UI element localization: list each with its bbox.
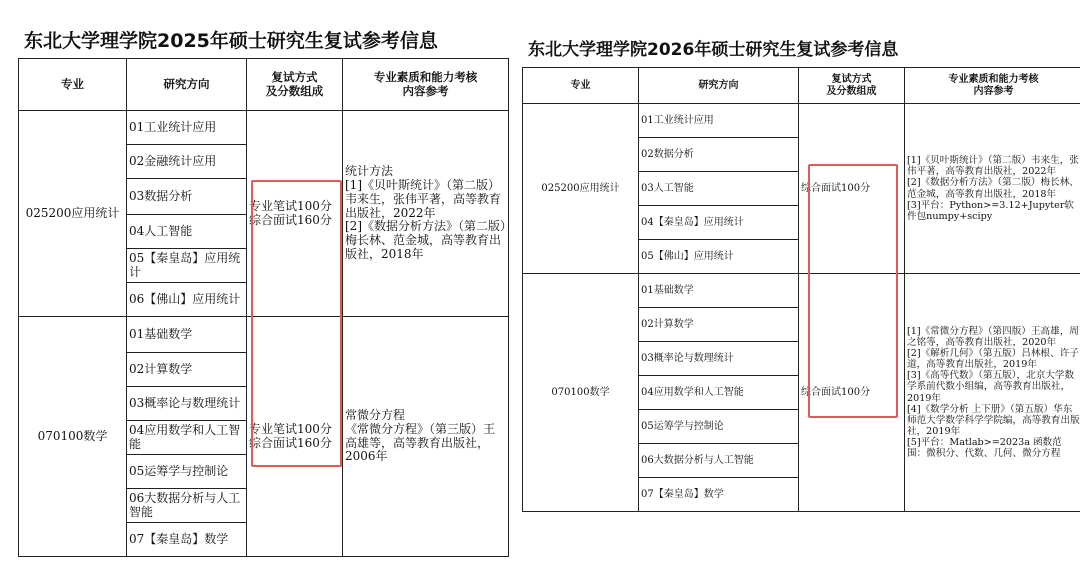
direction-cell: 05【秦皇岛】应用统计 bbox=[127, 249, 247, 283]
direction-cell: 03概率论与数理统计 bbox=[639, 342, 799, 376]
direction-cell: 01基础数学 bbox=[127, 317, 247, 353]
exam-mode-cell: 专业笔试100分 综合面试160分 bbox=[247, 317, 343, 557]
direction-cell: 01基础数学 bbox=[639, 274, 799, 308]
reference-cell: [1]《贝叶斯统计》（第二版）韦来生，张伟平著，高等教育出版社，2022年 [2]《数据分析方法》（第二版）梅长林、范金城，高等教育出版社，2018年 [3]平台：Python>=3.12+Jupyter软件包numpy+scipy bbox=[905, 104, 1080, 274]
direction-cell: 04应用数学和人工智能 bbox=[127, 421, 247, 455]
doc-title-2026: 东北大学理学院2026年硕士研究生复试参考信息 bbox=[528, 40, 899, 60]
direction-cell: 07【秦皇岛】数学 bbox=[639, 478, 799, 512]
direction-cell: 01工业统计应用 bbox=[127, 111, 247, 145]
header-row bbox=[19, 59, 509, 111]
doc-title-2025: 东北大学理学院2025年硕士研究生复试参考信息 bbox=[24, 30, 438, 52]
major-cell: 025200应用统计 bbox=[523, 104, 639, 274]
direction-cell: 02计算数学 bbox=[127, 353, 247, 387]
direction-cell: 02计算数学 bbox=[639, 308, 799, 342]
direction-cell: 02金融统计应用 bbox=[127, 145, 247, 179]
exam-mode-cell: 综合面试100分 bbox=[799, 274, 905, 512]
major-cell: 025200应用统计 bbox=[19, 111, 127, 317]
direction-cell: 03概率论与数理统计 bbox=[127, 387, 247, 421]
header-row bbox=[523, 68, 1080, 104]
table-row bbox=[523, 104, 1080, 138]
reference-cell: [1]《常微分方程》（第四版）王高雄，周之铭等，高等教育出版社，2020年 [2]《解析几何》（第五版）吕林根、许子道，高等教育出版社，2019年 [3]《高等代数》（第五版），北京大学数学系前代数小组编，高等教育出版社，2019年 [4]《数学分析 上下册》（第五版）华东师范大学数学科学学院编，高等教育出版社，2019年 [5]平台：Matlab>=2023a 函数范围：微积分、代数、几何、微分方程 bbox=[905, 274, 1080, 512]
direction-cell: 02数据分析 bbox=[639, 138, 799, 172]
table-row bbox=[19, 317, 509, 353]
direction-cell: 06大数据分析与人工智能 bbox=[127, 489, 247, 523]
direction-cell: 04人工智能 bbox=[127, 215, 247, 249]
header-reference: 专业素质和能力考核 内容参考 bbox=[905, 68, 1080, 104]
direction-cell: 01工业统计应用 bbox=[639, 104, 799, 138]
exam-mode-cell: 专业笔试100分 综合面试160分 bbox=[247, 111, 343, 317]
table-2025 bbox=[18, 58, 509, 557]
direction-cell: 04应用数学和人工智能 bbox=[639, 376, 799, 410]
direction-cell: 05【佛山】应用统计 bbox=[639, 240, 799, 274]
direction-cell: 06【佛山】应用统计 bbox=[127, 283, 247, 317]
header-direction: 研究方向 bbox=[127, 59, 247, 111]
table-2026 bbox=[522, 67, 1080, 512]
direction-cell: 06大数据分析与人工智能 bbox=[639, 444, 799, 478]
header-mode: 复试方式 及分数组成 bbox=[247, 59, 343, 111]
table-row bbox=[19, 111, 509, 145]
direction-cell: 04【秦皇岛】应用统计 bbox=[639, 206, 799, 240]
exam-mode-cell: 综合面试100分 bbox=[799, 104, 905, 274]
header-mode: 复试方式 及分数组成 bbox=[799, 68, 905, 104]
table-row bbox=[523, 274, 1080, 308]
direction-cell: 03数据分析 bbox=[127, 179, 247, 215]
header-major: 专业 bbox=[523, 68, 639, 104]
header-major: 专业 bbox=[19, 59, 127, 111]
header-direction: 研究方向 bbox=[639, 68, 799, 104]
direction-cell: 05运筹学与控制论 bbox=[127, 455, 247, 489]
reference-cell: 统计方法 [1]《贝叶斯统计》（第二版）韦来生，张伟平著，高等教育出版社，2022年 [2]《数据分析方法》（第二版）梅长林、范金城，高等教育出版社，2018年 bbox=[343, 111, 509, 317]
major-cell: 070100数学 bbox=[19, 317, 127, 557]
major-cell: 070100数学 bbox=[523, 274, 639, 512]
header-reference: 专业素质和能力考核 内容参考 bbox=[343, 59, 509, 111]
direction-cell: 07【秦皇岛】数学 bbox=[127, 523, 247, 557]
reference-cell: 常微分方程 《常微分方程》（第三版）王高雄等，高等教育出版社，2006年 bbox=[343, 317, 509, 557]
direction-cell: 03人工智能 bbox=[639, 172, 799, 206]
direction-cell: 05运筹学与控制论 bbox=[639, 410, 799, 444]
